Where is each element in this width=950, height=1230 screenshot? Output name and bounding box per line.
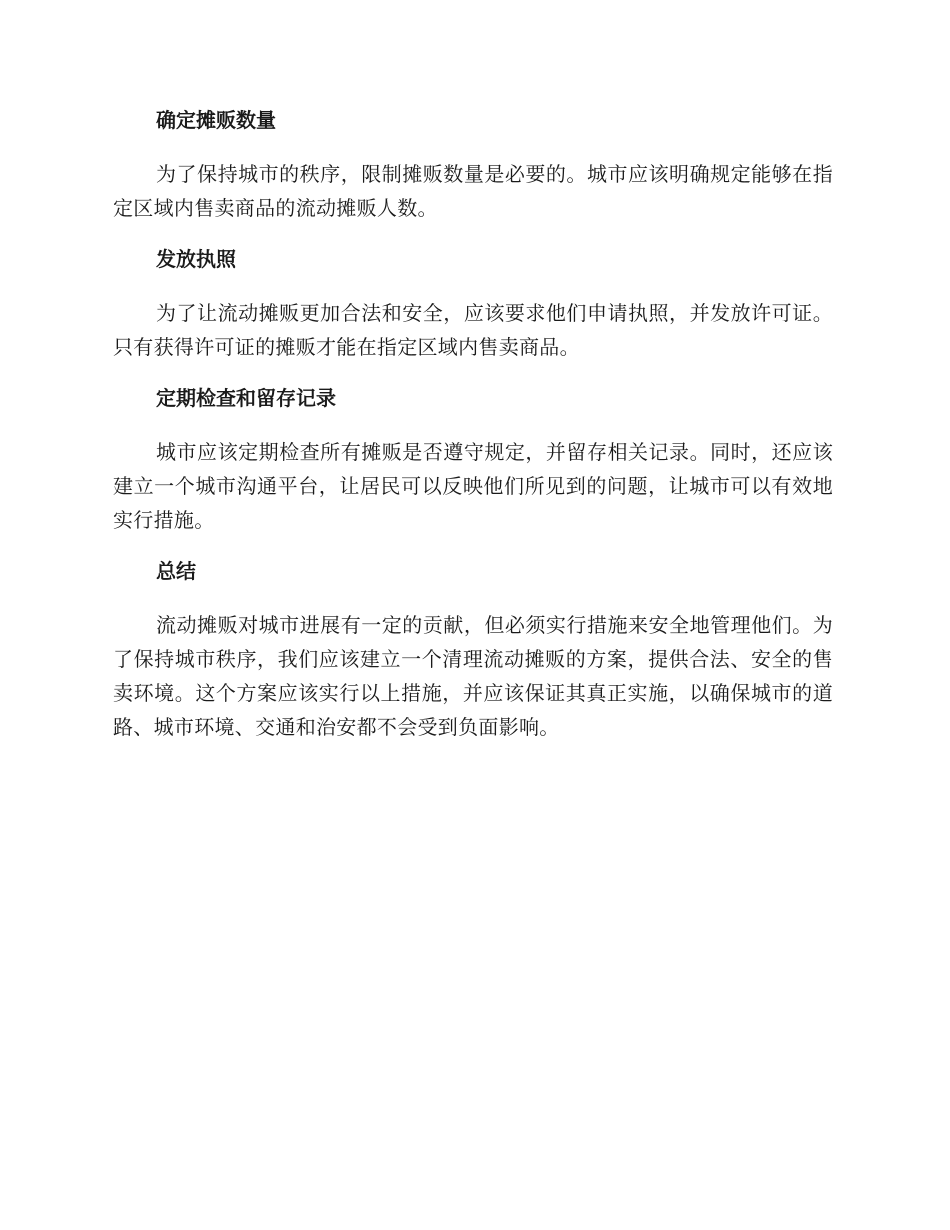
section-heading-summary: 总结 (156, 559, 196, 583)
section-heading-inspection: 定期检查和留存记录 (156, 386, 336, 410)
section-body-license: 为了让流动摊贩更加合法和安全，应该要求他们申请执照，并发放许可证。只有获得许可证的摊贩才能在指定区域内售卖商品。 (113, 301, 833, 359)
section-heading-license: 发放执照 (156, 247, 236, 271)
section-body-inspection: 城市应该定期检查所有摊贩是否遵守规定，并留存相关记录。同时，还应该建立一个城市沟通平台，让居民可以反映他们所见到的问题，让城市可以有效地实行措施。 (113, 440, 833, 532)
section-heading-vendor-count: 确定摊贩数量 (156, 108, 276, 132)
section-body-summary: 流动摊贩对城市进展有一定的贡献，但必须实行措施来安全地管理他们。为了保持城市秩序，我们应该建立一个清理流动摊贩的方案，提供合法、安全的售卖环境。这个方案应该实行以上措施，并应该保证其真正实施，以确保城市的道路、城市环境、交通和治安都不会受到负面影响。 (113, 613, 833, 739)
section-body-vendor-count: 为了保持城市的秩序，限制摊贩数量是必要的。城市应该明确规定能够在指定区域内售卖商品的流动摊贩人数。 (113, 162, 833, 220)
document-page (113, 105, 833, 763)
